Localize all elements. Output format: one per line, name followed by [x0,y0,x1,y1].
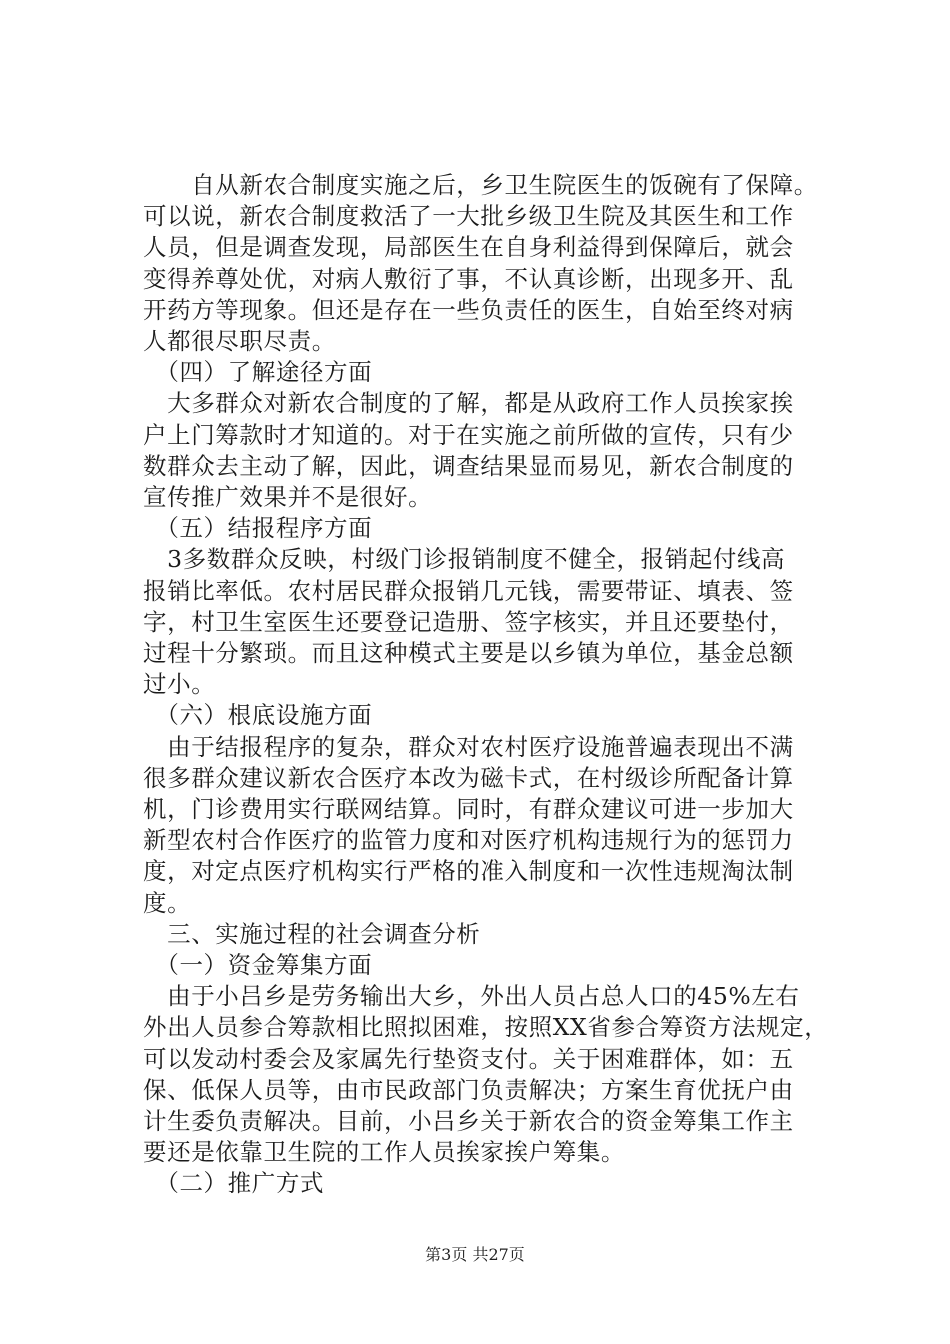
text-line-8: 大多群众对新农合制度的了解，都是从政府工作人员挨家挨 [143,389,794,418]
section-heading-5: （五）结报程序方面 [143,514,373,543]
section-heading-4: （四）了解途径方面 [143,358,373,387]
text-line-27: 由于小吕乡是劳务输出大乡，外出人员占总人口的45%左右 [143,982,800,1011]
text-line-2: 可以说，新农合制度救活了一大批乡级卫生院及其医生和工作 [143,202,794,231]
text-line-23: 度，对定点医疗机构实行严格的准入制度和一次性违规淘汰制 [143,857,794,886]
text-line-21: 机，门诊费用实行联网结算。同时，有群众建议可进一步加大 [143,795,794,823]
text-line-3: 人员，但是调查发现，局部医生在自身利益得到保障后，就会 [143,233,794,262]
text-line-30: 保、低保人员等，由市民政部门负责解决；方案生育优抚户由 [143,1075,794,1104]
text-line-15: 字，村卫生室医生还要登记造册、签字核实，并且还要垫付， [143,607,794,636]
text-line-13: 3多数群众反映，村级门诊报销制度不健全，报销起付线高 [143,545,786,574]
text-line-19: 由于结报程序的复杂，群众对农村医疗设施普遍表现出不满 [143,732,794,761]
text-line-6: 人都很尽职尽责。 [143,327,336,355]
text-line-28: 外出人员参合筹款相比照拟困难，按照XX省参合筹资方法规定， [143,1013,829,1042]
text-line-31: 计生委负责解决。目前，小吕乡关于新农合的资金筹集工作主 [143,1107,794,1135]
text-line-22: 新型农村合作医疗的监管力度和对医疗机构违规行为的惩罚力 [143,826,794,855]
text-line-1: 自从新农合制度实施之后，乡卫生院医生的饭碗有了保障。 [143,171,818,199]
text-line-11: 宣传推广效果并不是很好。 [143,483,433,511]
text-line-17: 过小。 [143,670,216,699]
text-line-5: 开药方等现象。但还是存在一些负责任的医生，自始至终对病 [143,295,794,324]
chapter-heading-3: 三、实施过程的社会调查分析 [143,919,481,948]
section-heading-6: （六）根底设施方面 [143,701,373,730]
text-line-24: 度。 [143,888,192,917]
text-line-32: 要还是依靠卫生院的工作人员挨家挨户筹集。 [143,1138,625,1167]
section-heading-1: （一）资金筹集方面 [143,951,373,979]
text-line-16: 过程十分繁琐。而且这种模式主要是以乡镇为单位，基金总额 [143,639,794,667]
text-line-10: 数群众去主动了解，因此，调查结果显而易见，新农合制度的 [143,451,794,480]
text-line-20: 很多群众建议新农合医疗本改为磁卡式，在村级诊所配备计算 [143,763,794,792]
text-line-4: 变得养尊处优，对病人敷衍了事，不认真诊断，出现多开、乱 [143,264,794,293]
section-heading-2: （二）推广方式 [143,1169,325,1198]
text-line-29: 可以发动村委会及家属先行垫资支付。关于困难群体，如：五 [143,1044,794,1073]
text-line-9: 户上门筹款时才知道的。对于在实施之前所做的宣传，只有少 [143,420,794,449]
page-footer: 第3页 共27页 [425,1245,525,1264]
text-line-14: 报销比率低。农村居民群众报销几元钱，需要带证、填表、签 [143,576,794,605]
